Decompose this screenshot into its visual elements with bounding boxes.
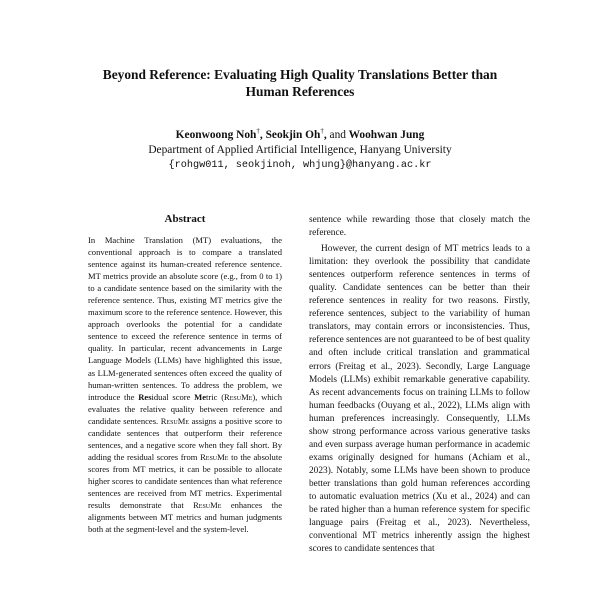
title-line-2: Human References — [245, 84, 355, 99]
author-emails: {rohgw011, seokjinoh, whjung}@hanyang.ac.kr — [168, 159, 432, 171]
intro-paragraph-1: sentence while rewarding those that closely match the reference. — [309, 215, 530, 239]
title-line-1: Beyond Reference: Evaluating High Quality Translations Better than — [102, 67, 498, 82]
abstract-text — [88, 234, 282, 535]
author-and: and — [329, 128, 346, 141]
abstract-res: Res — [138, 391, 152, 402]
abstract-part-3: assigns a positive score to candidate sentences that outperform their reference sentences, and a negative score when they fall short. By adding the residual scores from — [88, 415, 282, 462]
paper-title — [70, 66, 530, 100]
abstract-part-4: to the absolute scores from MT metrics, it can be possible to allocate higher scores to candidate sentences than what reference sentences are received from MT metrics. Experimental results demonstrate that — [88, 451, 282, 511]
resume-name: ResuMe — [224, 391, 253, 402]
resume-name: ResuMe — [160, 415, 190, 426]
affiliation: Department of Applied Artificial Intelligence, Hanyang University — [148, 143, 452, 156]
author-1: Keonwoong Noh — [175, 128, 257, 141]
intro-column — [309, 214, 530, 556]
resume-name: ResuMe — [200, 451, 229, 462]
abstract-part-5: enhances the alignments between MT metrics and human judgments both at the segment-level and the system-level. — [88, 500, 282, 535]
abstract-heading: Abstract — [164, 213, 206, 225]
author-3: Woohwan Jung — [348, 128, 425, 141]
abstract-tric: tric ( — [206, 391, 225, 402]
abstract-part-1: In Machine Translation (MT) evaluations, the conventional approach is to compare a translated sentence against its human-created reference sentence. MT metrics provide an absolute score (e.g., from 0 to 1) to a candidate sentence based on the similarity with the reference sentence. Thus, existing MT metrics give the maximum score to the reference sentence. However, this approach overlooks the potential for a candidate sentence to exceed the reference sentence in terms of quality. In particular, recent advancements in Large Language Models (LLMs) have highlighted this issue, as LLM-generated sentences often exceed the quality of human-written sentences. To address the problem, we introduce the — [88, 235, 282, 402]
resume-name: ResuMe — [193, 500, 222, 511]
abstract-me: Me — [194, 391, 207, 402]
author-2: Seokjin Oh — [265, 128, 321, 141]
abstract-idual: idual score — [151, 391, 195, 402]
author-2-mark: † — [320, 127, 324, 135]
author-names: Keonwoong Noh†, Seokjin Oh†, and Woohwan Jung — [175, 127, 425, 141]
author-block — [60, 124, 540, 173]
author-1-mark: † — [256, 127, 260, 135]
abstract-part-2: ), which evaluates the relative quality between reference and candidate sentences. — [88, 391, 282, 426]
intro-paragraph-2: However, the current design of MT metrics leads to a limitation: they overlook the possibility that candidate sentences outperform reference sentences in terms of quality. Candidate sentences can be better than their reference sentences in reality for two reasons. Firstly, reference sentences, subject to the variability of human translators, may contain errors or inconsistencies. Thus, reference sentences are not guaranteed to be of best quality and often include critical translation and grammatical errors (Freitag et al., 2023). Secondly, Large Language Models (LLMs) exhibit remarkable generative capability. As recent advancements focus on training LLMs to follow human feedbacks (Ouyang et al., 2022), LLMs align with human preferences increasingly. Consequently, LLMs show strong performance across various generative tasks and even surpass average human performance in academic exams originally designed for humans (Achiam et al., 2023). Notably, some LLMs have been shown to produce better translations than gold human references according to automatic evaluation metrics (Xu et al., 2024) and can be rated higher than a human reference system for specific language pairs (Freitag et al., 2023). Nevertheless, conventional MT metrics inherently assign the highest scores to candidate sentences that — [309, 244, 530, 555]
